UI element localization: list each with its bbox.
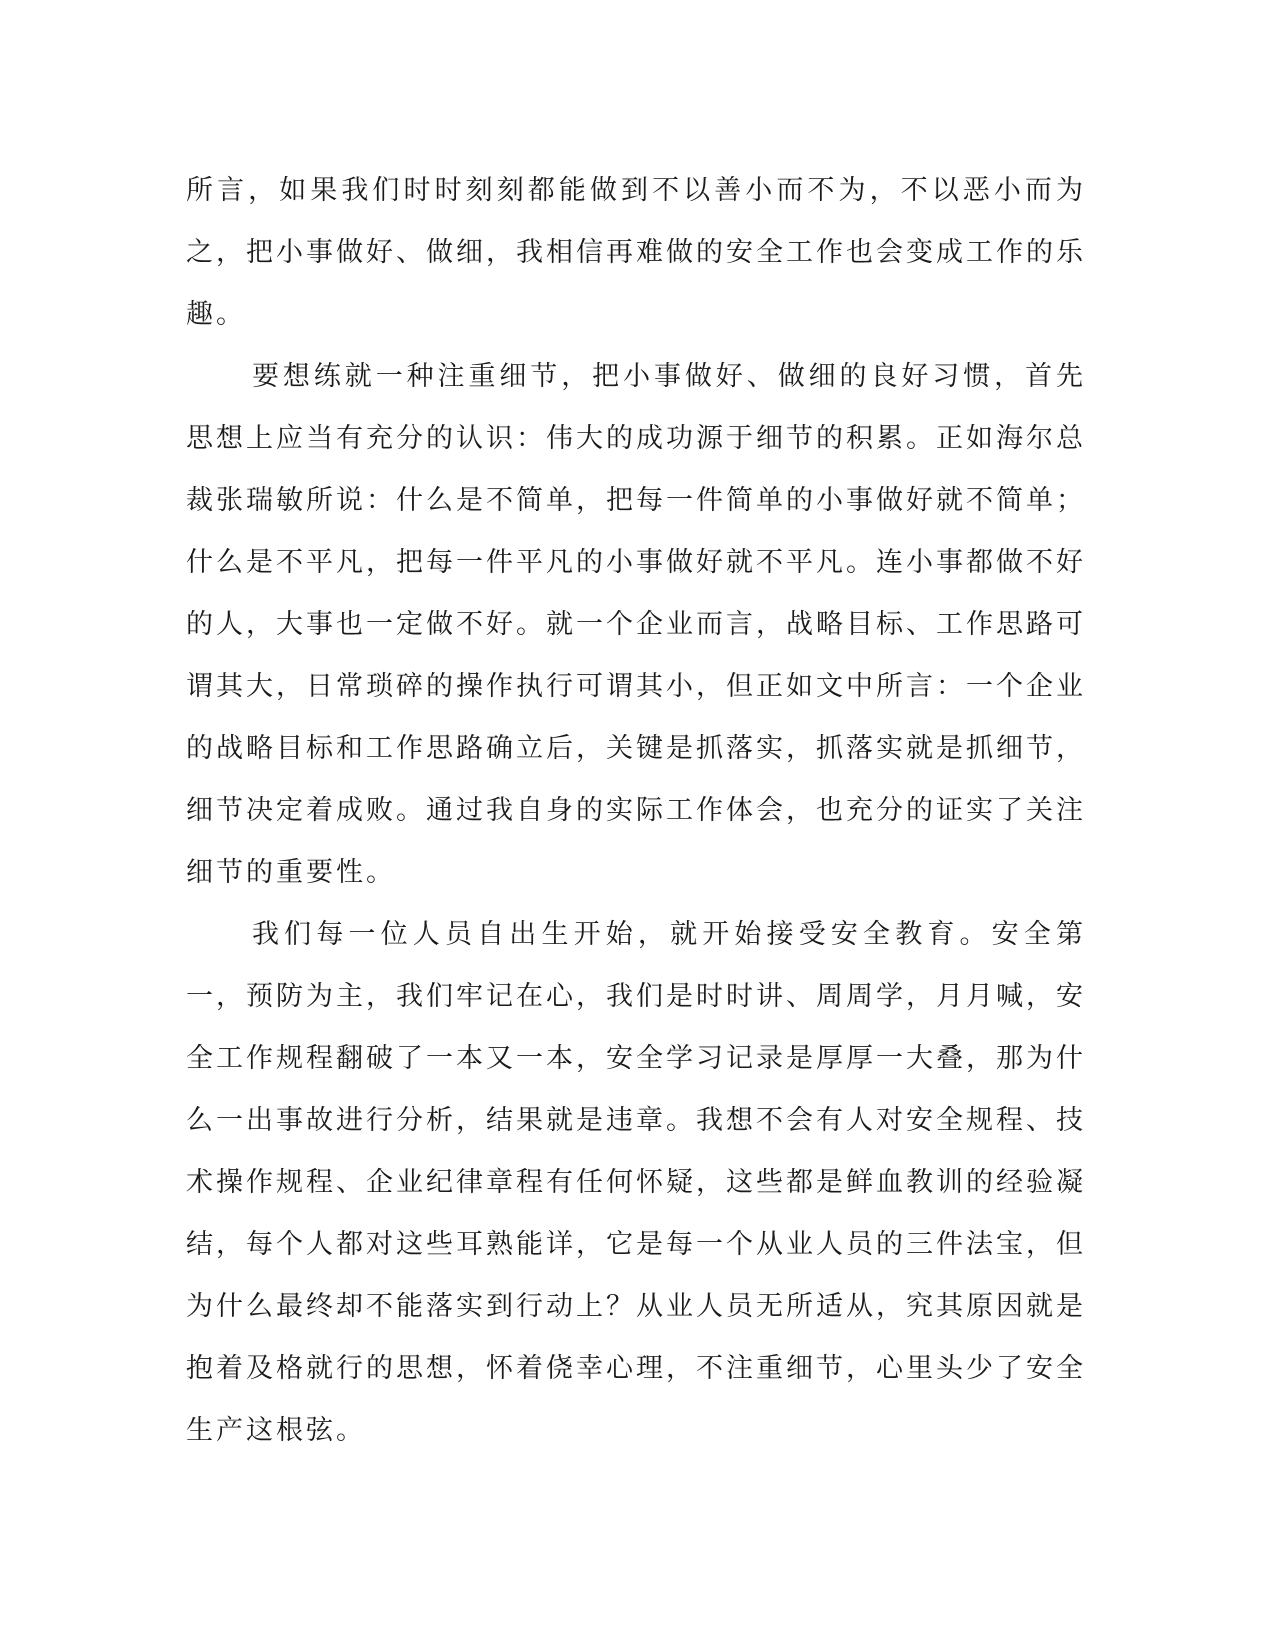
paragraph-3: 我们每一位人员自出生开始，就开始接受安全教育。安全第一，预防为主，我们牢记在心，我们是时时讲、周周学，月月喊，安全工作规程翻破了一本又一本，安全学习记录是厚厚一大叠，那为什么一出事故进行分析，结果就是违章。我想不会有人对安全规程、技术操作规程、企业纪律章程有任何怀疑，这些都是鲜血教训的经验凝结，每个人都对这些耳熟能详，它是每一个从业人员的三件法宝，但为什么最终却不能落实到行动上？从业人员无所适从，究其原因就是抱着及格就行的思想，怀着侥幸心理，不注重细节，心里头少了安全生产这根弦。 bbox=[186, 919, 1086, 1446]
paragraph-2: 要想练就一种注重细节，把小事做好、做细的良好习惯，首先思想上应当有充分的认识：伟大的成功源于细节的积累。正如海尔总裁张瑞敏所说：什么是不简单，把每一件简单的小事做好就不简单；什么是不平凡，把每一件平凡的小事做好就不平凡。连小事都做不好的人，大事也一定做不好。就一个企业而言，战略目标、工作思路可谓其大，日常琐碎的操作执行可谓其小，但正如文中所言：一个企业的战略目标和工作思路确立后，关键是抓落实，抓落实就是抓细节，细节决定着成败。通过我自身的实际工作体会，也充分的证实了关注细节的重要性。 bbox=[186, 361, 1086, 888]
document-body bbox=[186, 160, 1086, 1462]
paragraph-1: 所言，如果我们时时刻刻都能做到不以善小而不为，不以恶小而为之，把小事做好、做细，我相信再难做的安全工作也会变成工作的乐趣。 bbox=[186, 175, 1086, 330]
